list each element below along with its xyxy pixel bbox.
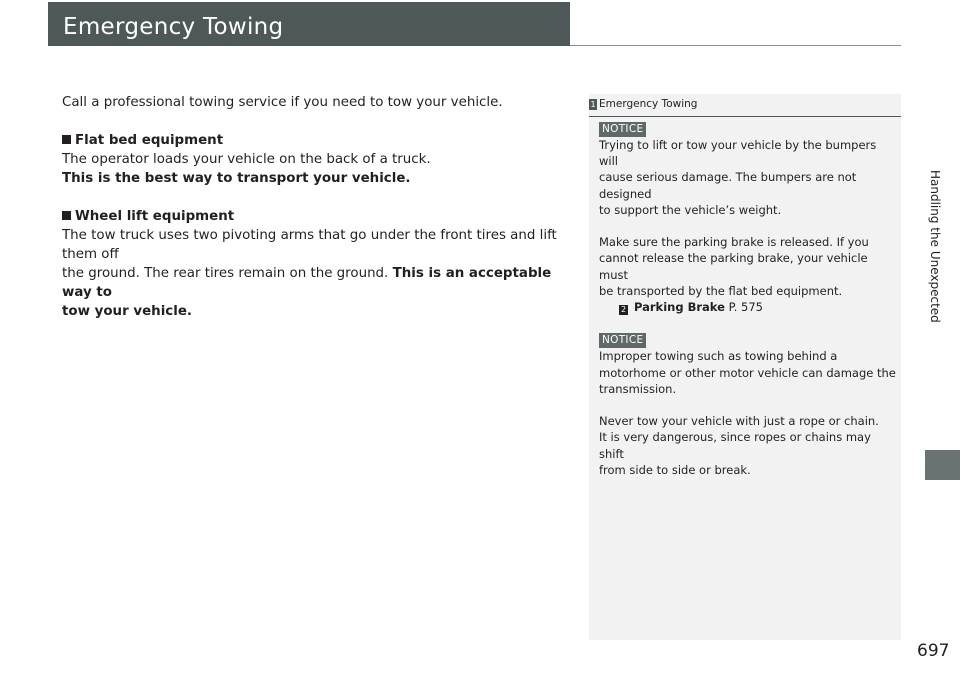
sidebar-title: Emergency Towing bbox=[599, 98, 698, 110]
page-title: Emergency Towing bbox=[63, 14, 284, 40]
main-content bbox=[62, 93, 577, 321]
notice2-line: motorhome or other motor vehicle can damage the bbox=[599, 365, 896, 380]
notes-sidebar bbox=[589, 94, 901, 640]
wheel-lift-text-line1: The tow truck uses two pivoting arms that go under the front tires and lift them off bbox=[62, 228, 557, 262]
notice2-line: Improper towing such as towing behind a bbox=[599, 349, 838, 364]
sidebar-header bbox=[589, 96, 901, 117]
rope-line: from side to side or break. bbox=[599, 462, 751, 477]
notice1-line: Trying to lift or tow your vehicle by the bumpers will bbox=[599, 138, 877, 169]
brake-line: be transported by the flat bed equipment. bbox=[599, 283, 843, 298]
square-bullet-icon bbox=[62, 211, 71, 220]
page-title-bar bbox=[48, 2, 570, 46]
wheel-lift-emphasis-line2: tow your vehicle. bbox=[62, 304, 192, 319]
square-bullet-icon bbox=[62, 135, 71, 144]
parking-brake-reference[interactable]: 2 Parking Brake P. 575 bbox=[620, 300, 763, 315]
notice2-line: transmission. bbox=[599, 381, 677, 396]
sidebar-body bbox=[599, 120, 897, 478]
brake-line: cannot release the parking brake, your vehicle must bbox=[599, 251, 868, 282]
page-number: 697 bbox=[917, 641, 950, 661]
intro-text: Call a professional towing service if you need to tow your vehicle. bbox=[62, 95, 503, 110]
rope-line: It is very dangerous, since ropes or chains may shift bbox=[599, 430, 871, 461]
flatbed-text: The operator loads your vehicle on the back of a truck. bbox=[62, 152, 431, 167]
notice-badge: NOTICE bbox=[599, 333, 646, 348]
rope-line: Never tow your vehicle with just a rope or chain. bbox=[599, 414, 879, 429]
section-tab-label: Handling the Unexpected bbox=[928, 170, 942, 323]
notice1-line: to support the vehicle’s weight. bbox=[599, 202, 782, 217]
wheel-lift-text-line2: the ground. The rear tires remain on the ground. This is an acceptable way to bbox=[62, 266, 552, 300]
section-tab-marker bbox=[925, 450, 960, 480]
note-marker-icon: 1 bbox=[590, 100, 596, 109]
flatbed-emphasis: This is the best way to transport your vehicle. bbox=[62, 171, 411, 186]
brake-line: Make sure the parking brake is released. If you bbox=[599, 235, 869, 250]
title-divider bbox=[570, 45, 901, 46]
notice1-line: cause serious damage. The bumpers are not designed bbox=[599, 170, 857, 201]
reference-arrow-icon: 2 bbox=[620, 305, 627, 315]
flatbed-heading: Flat bed equipment bbox=[62, 131, 577, 150]
notice-badge: NOTICE bbox=[599, 122, 646, 137]
wheel-lift-heading: Wheel lift equipment bbox=[62, 207, 577, 226]
